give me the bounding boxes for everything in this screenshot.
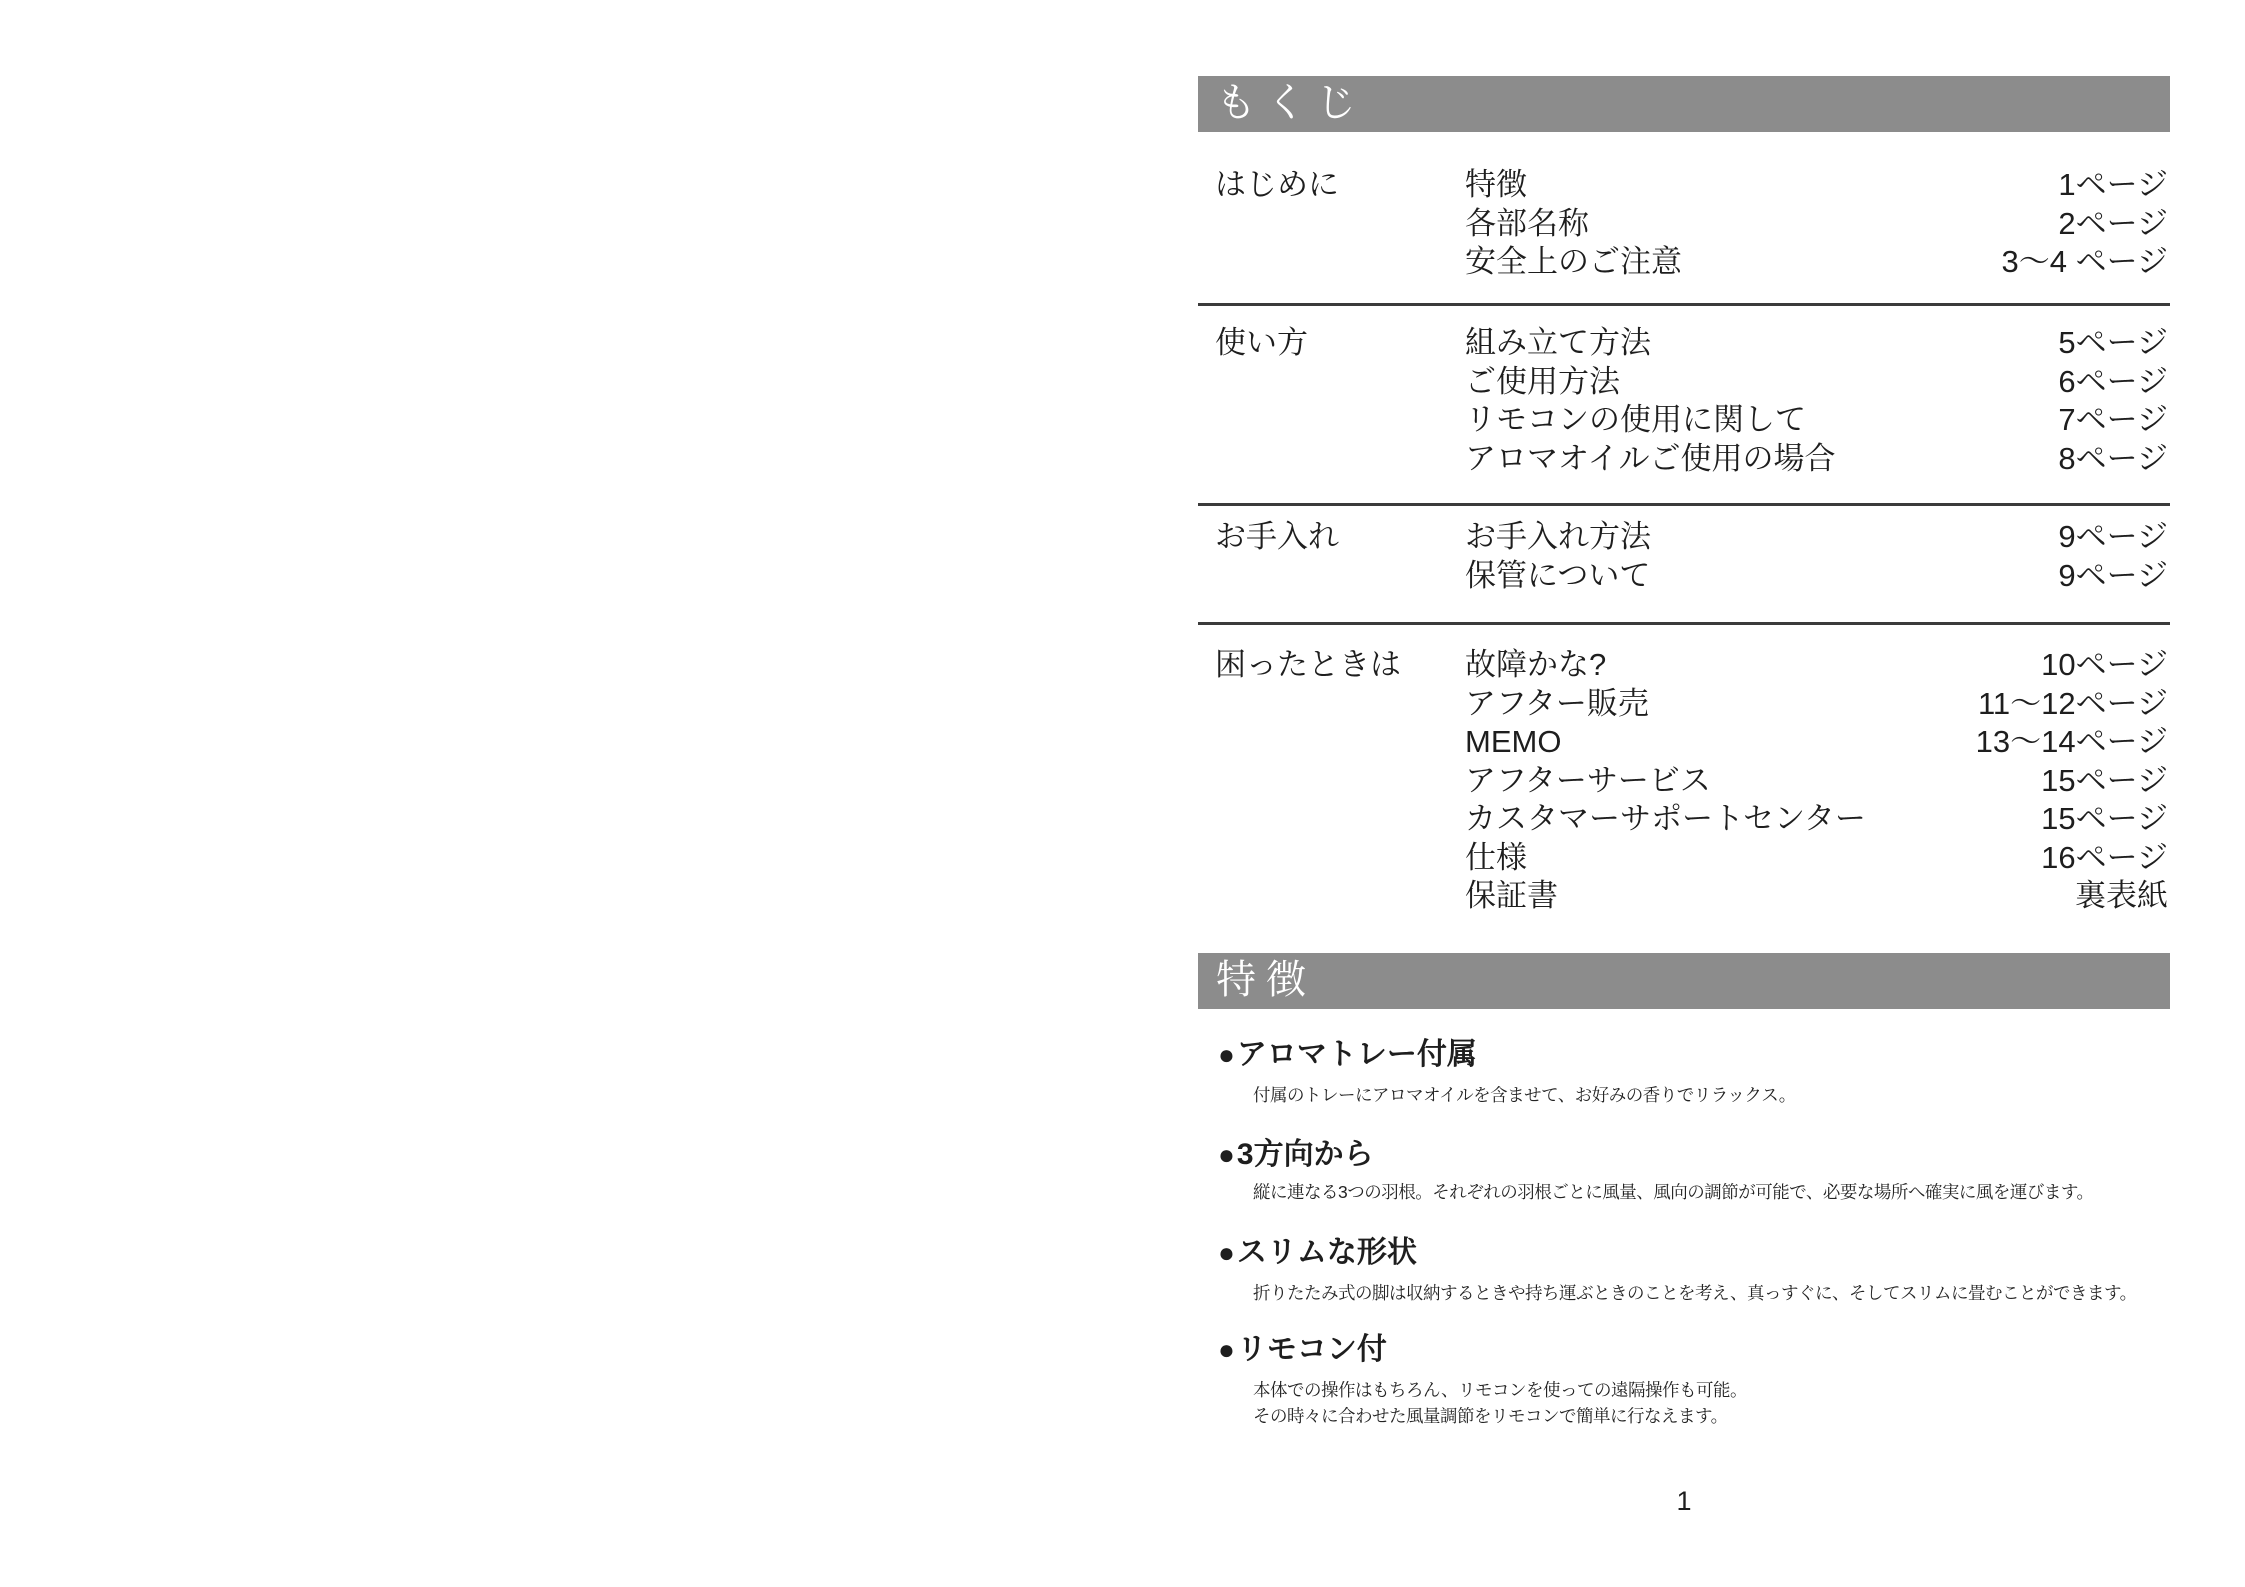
- toc-item-title: お手入れ方法: [1465, 519, 1651, 554]
- toc-item-page: 7ページ: [2058, 402, 2168, 437]
- toc-rows: [1465, 166, 2168, 282]
- toc-item-row: [1465, 762, 2168, 801]
- toc-item-page: 15ページ: [2041, 762, 2168, 798]
- toc-item-title: 特徴: [1465, 167, 1527, 202]
- feature-item-description: [1253, 1179, 2093, 1205]
- toc-item-title: 保管について: [1465, 557, 1651, 593]
- toc-item-page: 11〜12ページ: [1977, 685, 2168, 721]
- feature-item-title: スリムな形状: [1236, 1236, 1417, 1269]
- toc-item-title: カスタマーサポートセンター: [1465, 801, 1866, 836]
- toc-item-row: [1465, 646, 2168, 685]
- toc-rows: [1465, 646, 2168, 916]
- toc-item-page: 6ページ: [2058, 363, 2168, 399]
- toc-item-page: 5ページ: [2058, 325, 2168, 360]
- toc-item-row: [1465, 685, 2168, 724]
- feature-item-title: アロマトレー付属: [1236, 1038, 1477, 1071]
- feature-item-description: [1253, 1280, 2137, 1306]
- feature-desc-line: 本体での操作はもちろん、リモコンを使っての遠隔操作も可能。: [1253, 1380, 1748, 1400]
- feature-item-description: [1253, 1377, 1747, 1429]
- toc-item-title: 組み立て方法: [1465, 325, 1651, 360]
- toc-item-title: アロマオイルご使用の場合: [1465, 440, 1836, 476]
- toc-item-row: [1465, 518, 2168, 557]
- toc-item-page: 8ページ: [2058, 440, 2168, 476]
- section-divider: [1198, 303, 2170, 306]
- toc-item-row: [1465, 324, 2168, 363]
- features-title: 特徴: [1216, 958, 1316, 1002]
- toc-item-title: 保証書: [1465, 878, 1558, 913]
- toc-item-page: 3〜4 ページ: [2001, 244, 2168, 279]
- toc-item-row: [1465, 166, 2168, 205]
- toc-item-title: 仕様: [1465, 839, 1527, 875]
- page-number: 1: [1676, 1486, 1692, 1516]
- toc-item-title: リモコンの使用に関して: [1465, 402, 1806, 437]
- toc-item-title: 各部名称: [1465, 205, 1589, 241]
- toc-rows: [1465, 518, 2168, 595]
- toc-item-row: [1465, 401, 2168, 440]
- toc-item-page: 13〜14ページ: [1975, 724, 2168, 759]
- toc-section-label: はじめに: [1215, 167, 1339, 202]
- section-divider: [1198, 622, 2170, 625]
- toc-section-label: 困ったときは: [1215, 647, 1401, 682]
- features-header-bar: [1198, 953, 2170, 1009]
- feature-item-title: 3方向から: [1236, 1138, 1374, 1171]
- bullet-icon: ●: [1218, 1139, 1235, 1170]
- feature-item-title: リモコン付: [1236, 1333, 1387, 1366]
- toc-item-title: 安全上のご注意: [1465, 244, 1682, 279]
- feature-item-description: [1253, 1082, 1796, 1108]
- toc-item-page: 2ページ: [2058, 205, 2168, 241]
- feature-desc-line: 縦に連なる3つの羽根。それぞれの羽根ごとに風量、風向の調節が可能で、必要な場所へ確実に風を運びます。: [1253, 1182, 2094, 1202]
- bullet-icon: ●: [1218, 1039, 1235, 1070]
- page-content-column: [1198, 0, 2170, 1587]
- toc-item-row: [1465, 243, 2168, 282]
- feature-item-heading: [1218, 1330, 1387, 1370]
- feature-desc-line: 付属のトレーにアロマオイルを含ませて、お好みの香りでリラックス。: [1253, 1085, 1796, 1105]
- toc-item-row: [1465, 723, 2168, 762]
- toc-item-page: 9ページ: [2058, 557, 2168, 593]
- toc-item-title: アフターサービス: [1465, 762, 1711, 798]
- feature-desc-line: 折りたたみ式の脚は収納するときや持ち運ぶときのことを考え、真っすぐに、そしてスリムに畳むことができます。: [1253, 1283, 2137, 1303]
- toc-item-page: 裏表紙: [2075, 878, 2168, 913]
- toc-section-label: 使い方: [1215, 325, 1308, 360]
- toc-item-page: 1ページ: [2058, 167, 2168, 202]
- toc-item-row: [1465, 363, 2168, 402]
- bullet-icon: ●: [1218, 1237, 1235, 1268]
- toc-item-page: 9ページ: [2058, 519, 2168, 554]
- toc-section-label: お手入れ: [1215, 519, 1339, 554]
- bullet-icon: ●: [1218, 1334, 1235, 1365]
- toc-item-title: アフター販売: [1465, 685, 1649, 721]
- toc-item-title: MEMO: [1465, 724, 1562, 759]
- toc-item-row: [1465, 800, 2168, 839]
- toc-item-page: 15ページ: [2041, 801, 2168, 836]
- toc-item-row: [1465, 877, 2168, 916]
- toc-item-page: 10ページ: [2041, 647, 2168, 682]
- feature-item-heading: [1218, 1135, 1374, 1175]
- feature-desc-line: その時々に合わせた風量調節をリモコンで簡単に行なえます。: [1253, 1406, 1728, 1426]
- feature-item-heading: [1218, 1035, 1477, 1075]
- toc-item-page: 16ページ: [2041, 839, 2168, 875]
- section-divider: [1198, 503, 2170, 506]
- toc-item-row: [1465, 440, 2168, 479]
- toc-item-row: [1465, 839, 2168, 878]
- toc-item-row: [1465, 557, 2168, 596]
- toc-header-bar: [1198, 76, 2170, 132]
- toc-item-row: [1465, 205, 2168, 244]
- toc-item-title: 故障かな?: [1465, 647, 1607, 682]
- feature-item-heading: [1218, 1233, 1417, 1273]
- toc-rows: [1465, 324, 2168, 478]
- toc-item-title: ご使用方法: [1465, 363, 1620, 399]
- toc-title: もくじ: [1216, 81, 1366, 125]
